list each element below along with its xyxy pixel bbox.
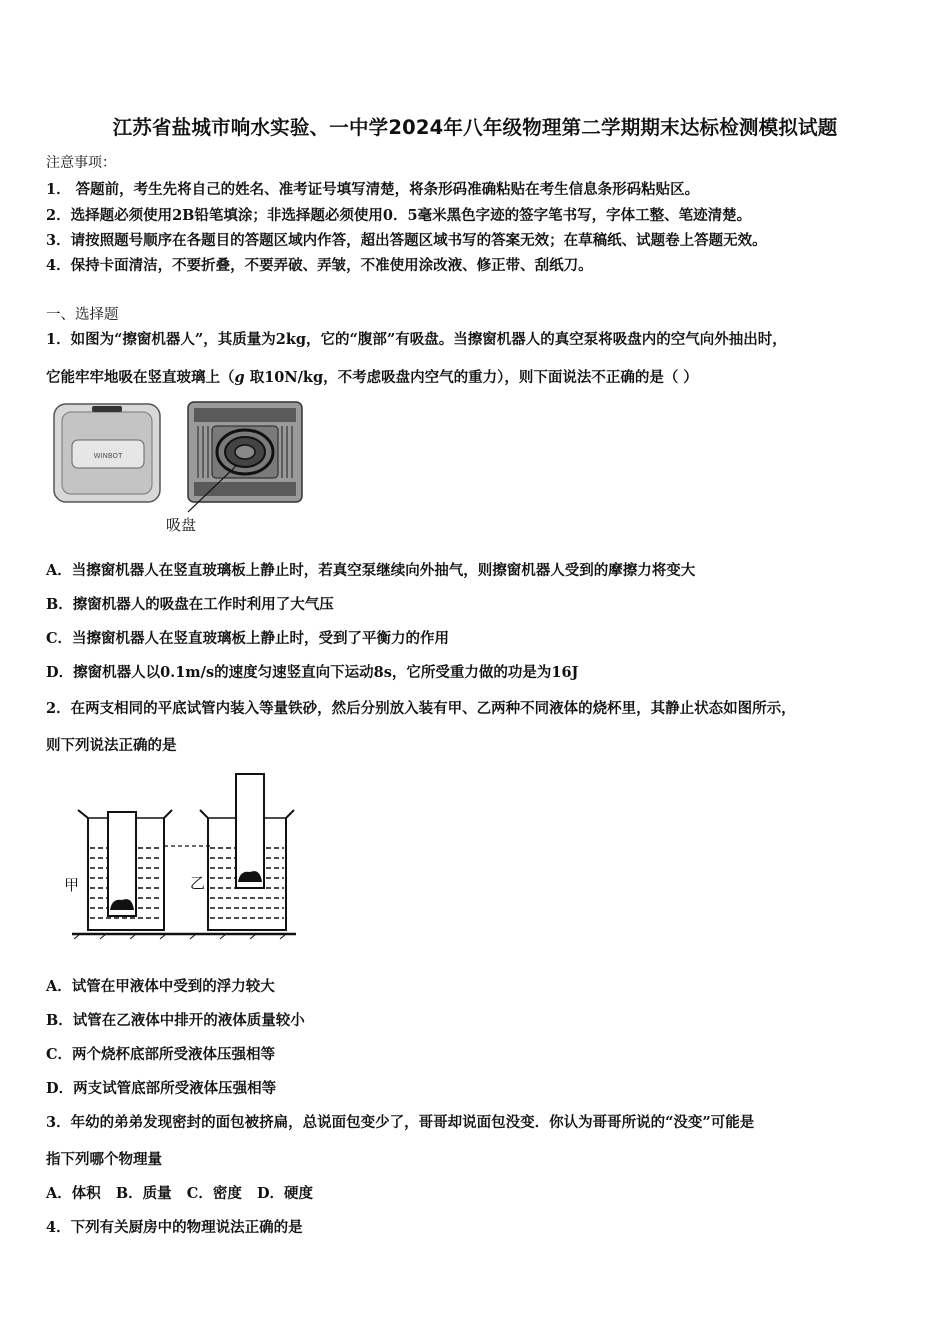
q1-option-a: A．当擦窗机器人在竖直玻璃板上静止时，若真空泵继续向外抽气，则擦窗机器人受到的摩擦力将变大 [46,562,696,579]
page-title: 江苏省盐城市响水实验、一中学2024年八年级物理第二学期期末达标检测模拟试题 [112,116,838,139]
q1-stem-post: 取10N/kg，不考虑吸盘内空气的重力），则下面说法不正确的是（ ） [244,369,698,386]
robot-brand-text: WINBOT [93,452,123,460]
section-heading: 一、选择题 [46,307,119,323]
q1-stem-pre: 它能牢牢地吸在竖直玻璃上（ [46,369,235,386]
test-tube-yi [236,774,264,888]
q1-option-c: C．当擦窗机器人在竖直玻璃板上静止时，受到了平衡力的作用 [46,630,450,647]
notes-heading: 注意事项： [46,155,116,171]
q2-option-c: C．两个烧杯底部所受液体压强相等 [46,1046,276,1063]
label-yi: 乙 [190,874,206,892]
q3-options: A．体积 B．质量 C．密度 D．硬度 [46,1185,314,1202]
q4-stem-line1: 4．下列有关厨房中的物理说法正确的是 [46,1219,303,1236]
q1-option-b: B．擦窗机器人的吸盘在工作时利用了大气压 [46,596,334,613]
q2-option-b: B．试管在乙液体中排开的液体质量较小 [46,1012,305,1029]
q1-option-d: D．擦窗机器人以0.1m/s的速度匀速竖直向下运动8s，它所受重力做的功是为16J [46,664,579,681]
q2-option-d: D．两支试管底部所受液体压强相等 [46,1080,277,1097]
q2-option-a: A．试管在甲液体中受到的浮力较大 [46,978,275,995]
q3-stem-line2: 指下列哪个物理量 [46,1151,162,1168]
q1-stem-g: g [234,369,245,386]
label-jia: 甲 [64,876,80,894]
q2-stem-line1: 2．在两支相同的平底试管内装入等量铁砂，然后分别放入装有甲、乙两种不同液体的烧杯里，其静止状态如图所示， [46,700,796,717]
note-item-2: 2．选择题必须使用2B铅笔填涂；非选择题必须使用0．5毫米黑色字迹的签字笔书写，字体工整、笔迹清楚。 [46,207,752,224]
q3-stem-line1: 3．年幼的弟弟发现密封的面包被挤扁，总说面包变少了，哥哥却说面包没变．你认为哥哥所说的“没变”可能是 [46,1114,755,1131]
q1-stem-line2 [46,366,698,387]
q1-stem-line1: 1．如图为“擦窗机器人”，其质量为2kg，它的“腹部”有吸盘。当擦窗机器人的真空泵将吸盘内的空气向外抽出时， [46,331,787,348]
note-item-4: 4．保持卡面清洁，不要折叠，不要弄破、弄皱，不准使用涂改液、修正带、刮纸刀。 [46,257,593,274]
q2-stem-line2: 则下列说法正确的是 [46,737,177,754]
suction-cup-label: 吸盘 [166,516,197,534]
note-item-1: 1． 答题前，考生先将自己的姓名、准考证号填写清楚，将条形码准确粘贴在考生信息条形码粘贴区。 [46,181,700,198]
window-robot-figure [48,396,338,538]
beakers-figure [60,770,305,942]
note-item-3: 3．请按照题号顺序在各题目的答题区域内作答，超出答题区域书写的答案无效；在草稿纸、试题卷上答题无效。 [46,232,767,249]
